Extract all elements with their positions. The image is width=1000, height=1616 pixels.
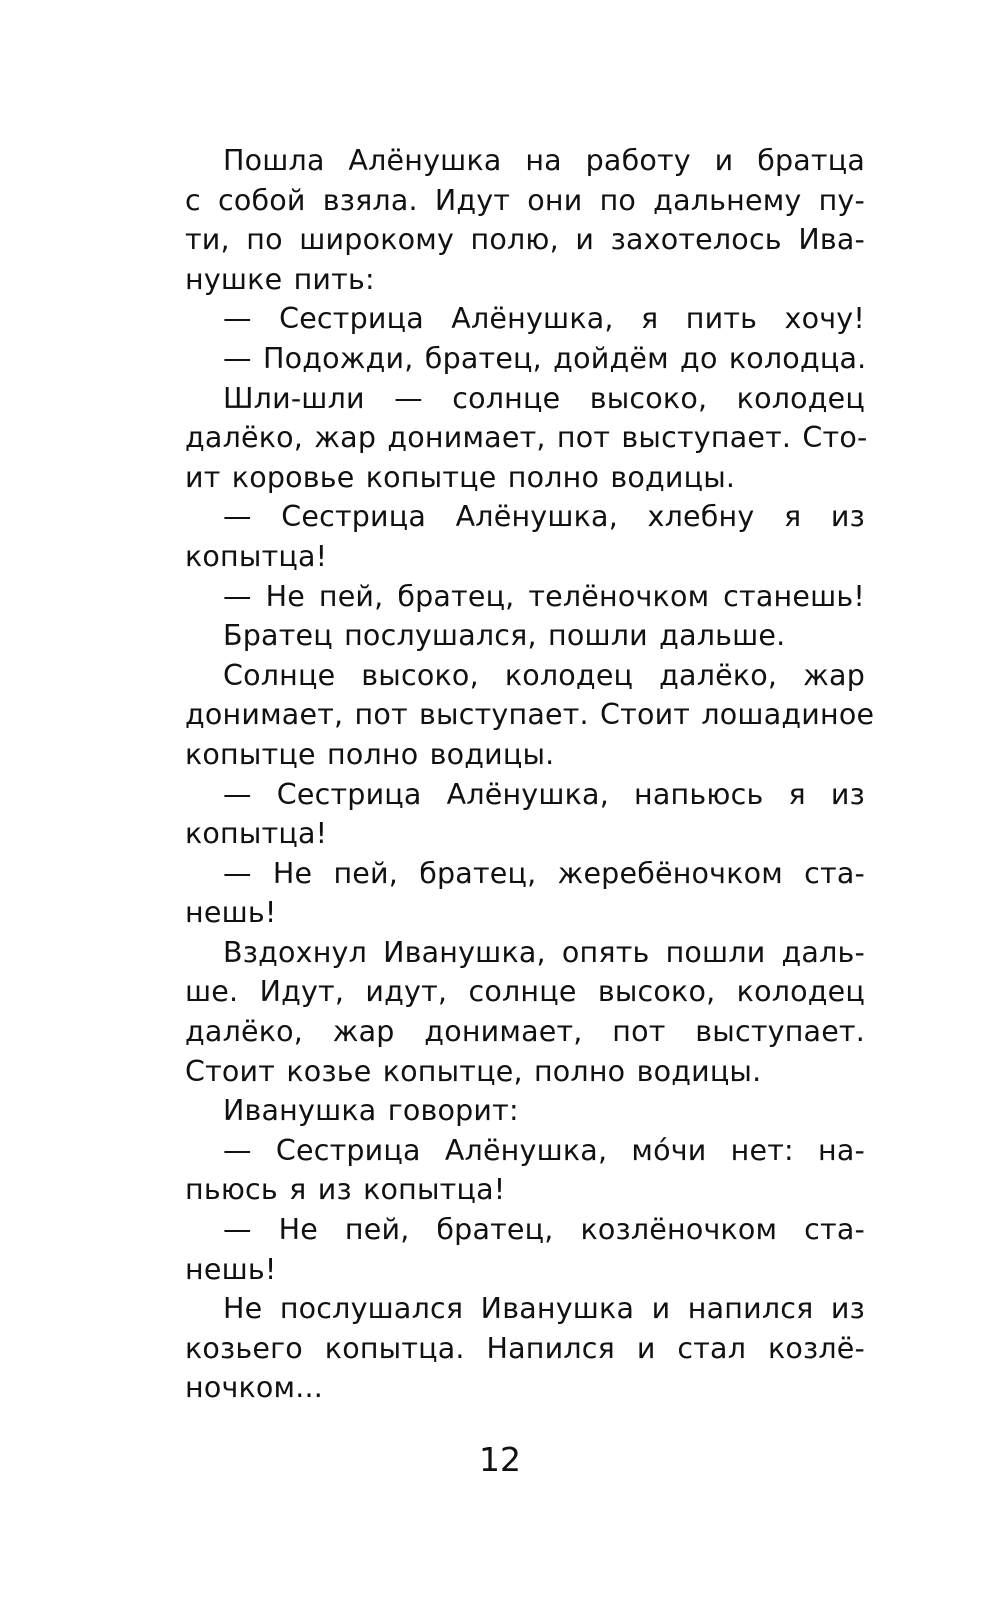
text-line: ночком... (185, 1371, 324, 1405)
text-line: далёко, жар донимает, пот выступает. Сто- (185, 421, 868, 455)
text-line: далёко, жар донимает, пот выступает. (185, 1015, 865, 1049)
text-line: Братец послушался, пошли дальше. (223, 619, 786, 653)
text-line: — Сестрица Алёнушка, напьюсь я из (223, 777, 865, 811)
text-line: — Сестрица Алёнушка, хлебну я из (223, 500, 865, 534)
text-line: копытце полно водицы. (185, 737, 555, 771)
text-line: Солнце высоко, колодец далёко, жар (223, 658, 865, 692)
text-line: пьюсь я из копытца! (185, 1173, 506, 1207)
text-line: козьего копытца. Напился и стал козлё- (185, 1331, 865, 1365)
text-line: ти, по широкому полю, и захотелось Ива- (185, 223, 865, 257)
text-line: — Подожди, братец, дойдём до колодца. (223, 341, 867, 375)
page-number: 12 (479, 1440, 521, 1479)
text-line: копытца! (185, 539, 328, 573)
text-line: Иванушка говорит: (223, 1094, 519, 1128)
text-line: — Не пей, братец, козлёночком ста- (223, 1213, 865, 1247)
text-line: Пошла Алёнушка на работу и братца (223, 144, 865, 177)
text-line: Не послушался Иванушка и напился из (223, 1292, 865, 1326)
story-text (185, 141, 875, 1408)
text-line: — Не пей, братец, телёночком станешь! (223, 579, 865, 613)
text-line: с собой взяла. Идут они по дальнему пу- (185, 183, 865, 217)
text-line: нешь! (185, 1252, 277, 1286)
text-line: нешь! (185, 896, 277, 930)
text-line: — Не пей, братец, жеребёночком ста- (223, 856, 865, 890)
text-line: Шли-шли — солнце высоко, колодец (223, 381, 865, 415)
text-line: Стоит козье копытце, полно водицы. (185, 1054, 762, 1088)
text-line: Вздохнул Иванушка, опять пошли даль- (223, 935, 865, 969)
text-line: — Сестрица Алёнушка, мóчи нет: на- (223, 1133, 865, 1167)
text-line: копытца! (185, 817, 328, 851)
text-line: нушке пить: (185, 262, 375, 296)
text-line: донимает, пот выступает. Стоит лошадиное (185, 698, 875, 732)
text-line: ит коровье копытце полно водицы. (185, 460, 736, 494)
text-line: ше. Идут, идут, солнце высоко, колодец (185, 975, 865, 1009)
text-line: — Сестрица Алёнушка, я пить хочу! (223, 302, 865, 336)
